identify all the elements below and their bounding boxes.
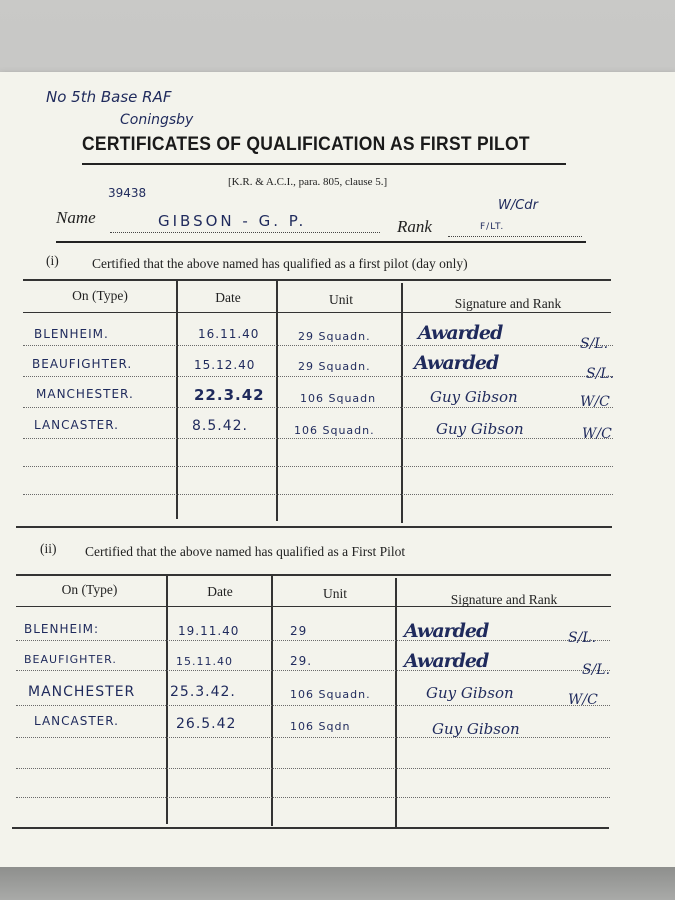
table-i-row1-date: 16.11.40 bbox=[198, 327, 260, 341]
section-i-numeral: (i) bbox=[46, 253, 59, 268]
name-label: Name bbox=[56, 208, 96, 227]
table-i-row4-type: LANCASTER. bbox=[34, 418, 119, 432]
table-ii-row4-signature: Guy Gibson bbox=[432, 720, 520, 738]
table-ii-row2-rank: S/L. bbox=[582, 662, 611, 678]
rank-note: W/Cdr bbox=[498, 198, 538, 213]
rank-dotline bbox=[448, 236, 582, 237]
table-ii-row1-date: 19.11.40 bbox=[178, 624, 240, 638]
rank-value: F/LT. bbox=[480, 222, 505, 232]
table-i-dotrow bbox=[23, 438, 613, 439]
regulation-reference: [K.R. & A.C.I., para. 805, clause 5.] bbox=[228, 176, 388, 188]
table-i-row1-signature: Awarded bbox=[418, 322, 503, 344]
table-i-row2-unit: 29 Squadn. bbox=[298, 360, 371, 373]
table-ii-divider-1 bbox=[166, 574, 168, 824]
table-i-header-date: Date bbox=[215, 290, 241, 305]
table-ii-header-unit: Unit bbox=[322, 586, 347, 601]
table-ii-row3-unit: 106 Squadn. bbox=[290, 688, 371, 701]
table-ii-dotrow bbox=[16, 797, 610, 798]
table-i-row2-type: BEAUFIGHTER. bbox=[32, 357, 133, 371]
table-i-header-unit: Unit bbox=[328, 292, 353, 307]
table-i-divider-1 bbox=[176, 279, 178, 519]
table-i-row3-signature: Guy Gibson bbox=[430, 388, 518, 406]
table-ii-divider-2 bbox=[271, 576, 273, 826]
table-ii-row3-signature: Guy Gibson bbox=[426, 684, 514, 702]
table-ii-row1-signature: Awarded bbox=[404, 620, 489, 642]
table-ii-row4-date: 26.5.42 bbox=[176, 716, 237, 732]
service-number: 39438 bbox=[108, 186, 147, 200]
table-i-row4-rank: W/C bbox=[582, 426, 612, 442]
table-ii-dotrow bbox=[16, 640, 610, 641]
table-ii-row2-type: BEAUFIGHTER. bbox=[24, 653, 117, 666]
table-ii-bottom-rule bbox=[12, 827, 609, 829]
section-ii-numeral: (ii) bbox=[40, 541, 57, 556]
table-ii-row3-rank: W/C bbox=[568, 692, 598, 708]
certificate-sheet bbox=[0, 72, 675, 867]
table-i-row3-type: MANCHESTER. bbox=[36, 387, 134, 401]
table-i-row1-type: BLENHEIM. bbox=[34, 327, 109, 341]
table-ii-header-type: On (Type) bbox=[61, 582, 118, 597]
name-underline bbox=[56, 241, 586, 243]
table-i-row1-rank: S/L. bbox=[580, 336, 609, 352]
annotation-base: No 5th Base RAF bbox=[46, 88, 172, 106]
table-i-dotrow bbox=[23, 376, 613, 377]
rank-label: Rank bbox=[397, 217, 432, 236]
name-dotline bbox=[110, 232, 380, 233]
table-i-divider-2 bbox=[276, 281, 278, 521]
table-ii-header-date: Date bbox=[207, 584, 233, 599]
table-ii-dotrow bbox=[16, 737, 610, 738]
table-ii-dotrow bbox=[16, 768, 610, 769]
name-value: GIBSON - G. P. bbox=[158, 212, 307, 230]
table-ii-divider-3 bbox=[395, 578, 397, 828]
table-ii-row2-unit: 29. bbox=[290, 654, 313, 668]
table-i-bottom-rule bbox=[16, 526, 612, 528]
table-ii-row3-date: 25.3.42. bbox=[170, 684, 236, 700]
section-i-text: Certified that the above named has qualified as a first pilot (day only) bbox=[92, 256, 468, 271]
table-ii-header-signature: Signature and Rank bbox=[450, 592, 558, 607]
table-ii-top-rule bbox=[16, 574, 611, 576]
table-ii-row2-date: 15.11.40 bbox=[176, 655, 233, 668]
table-i-row2-rank: S/L. bbox=[586, 366, 615, 382]
table-i-header-rule bbox=[23, 312, 611, 313]
table-i-dotrow bbox=[23, 345, 613, 346]
table-i-row4-signature: Guy Gibson bbox=[436, 420, 524, 438]
table-i-row2-date: 15.12.40 bbox=[194, 358, 256, 372]
table-i-top-rule bbox=[23, 279, 611, 281]
table-i-dotrow bbox=[23, 494, 613, 495]
table-i-row4-unit: 106 Squadn. bbox=[294, 424, 375, 437]
table-i-dotrow bbox=[23, 466, 613, 467]
table-ii-dotrow bbox=[16, 670, 610, 671]
table-i-dotrow bbox=[23, 407, 613, 408]
table-i-row3-date: 22.3.42 bbox=[194, 386, 265, 404]
table-ii-row1-unit: 29 bbox=[290, 624, 308, 638]
table-ii-row4-type: LANCASTER. bbox=[34, 714, 119, 728]
annotation-station: Coningsby bbox=[120, 112, 194, 128]
table-i-header-type: On (Type) bbox=[72, 288, 128, 303]
table-i-row1-unit: 29 Squadn. bbox=[298, 330, 371, 343]
table-ii-row4-unit: 106 Sqdn bbox=[290, 720, 351, 733]
table-i-divider-3 bbox=[401, 283, 403, 523]
table-i-row4-date: 8.5.42. bbox=[192, 418, 248, 434]
page-title: CERTIFICATES OF QUALIFICATION AS FIRST PILOT bbox=[82, 134, 530, 155]
table-i-row2-signature: Awarded bbox=[414, 352, 499, 374]
section-ii-text: Certified that the above named has qualified as a First Pilot bbox=[85, 544, 406, 559]
table-i-row3-unit: 106 Squadn bbox=[300, 392, 377, 405]
table-i-header-signature: Signature and Rank bbox=[454, 296, 562, 311]
title-underline bbox=[82, 163, 566, 165]
table-ii-dotrow bbox=[16, 705, 610, 706]
table-ii-row1-type: BLENHEIM: bbox=[24, 622, 100, 636]
table-ii-row2-signature: Awarded bbox=[404, 650, 489, 672]
table-ii-row1-rank: S/L. bbox=[568, 630, 597, 646]
desk-surface bbox=[0, 867, 675, 900]
table-i-row3-rank: W/C bbox=[580, 394, 610, 410]
table-ii-row3-type: MANCHESTER bbox=[28, 684, 136, 700]
